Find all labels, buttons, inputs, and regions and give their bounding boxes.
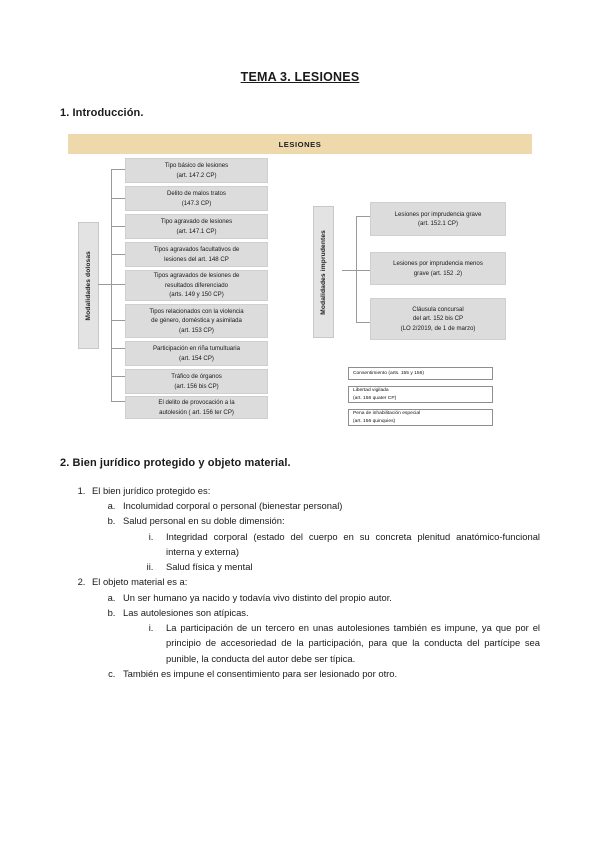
node-line-2: (art. 147.1 CP) [176, 227, 217, 235]
diagram-note-box [348, 386, 493, 403]
node-line-3: (art. 153 CP) [179, 326, 214, 334]
node-line-1: Delito de malos tratos [167, 190, 226, 198]
diagram-node [125, 242, 268, 267]
node-line-2: autolesión ( art. 156 ter CP) [159, 408, 234, 416]
connector-dolosas-branch [111, 254, 125, 255]
connector-dolosas-branch [111, 376, 125, 377]
node-line-3: (LO 2/2019, de 1 de marzo) [400, 324, 476, 332]
group-label-modalidades-imprudentes [313, 206, 334, 338]
outline-list-level-2 [92, 498, 540, 574]
list-item-text: Incolumidad corporal o personal (bienestar personal) [123, 500, 343, 512]
diagram-node [370, 252, 506, 285]
outline-list-level-2 [92, 590, 540, 681]
diagram-note-box [348, 367, 493, 380]
list-item-text: Salud personal en su doble dimensión: [123, 515, 285, 527]
connector-dolosas-branch [111, 226, 125, 227]
list-item [88, 483, 540, 574]
node-line-1: Tipo básico de lesiones [164, 162, 229, 170]
node-line-2: grave (art. 152 .2) [413, 269, 463, 277]
list-item [156, 529, 540, 559]
note-line-2: (art. 156 quinquies) [353, 418, 396, 424]
section-heading-bien-juridico: 2. Bien jurídico protegido y objeto material. [60, 457, 291, 469]
diagram-node [125, 186, 268, 211]
list-item [156, 620, 540, 666]
outline-list-level-1 [60, 483, 540, 681]
list-item-text: Salud física y mental [166, 561, 253, 573]
diagram-node [125, 341, 268, 366]
diagram-note-box [348, 409, 493, 426]
connector-dolosas-branch [111, 284, 125, 285]
connector-dolosas-spine [111, 169, 112, 401]
node-line-1: El delito de provocación a la [158, 399, 235, 407]
group-label-modalidades-dolosas [78, 222, 99, 349]
node-line-1: Tipos agravados facultativos de [153, 246, 240, 254]
node-line-2: (art. 154 CP) [179, 354, 214, 362]
connector-imprudentes-branch [356, 270, 370, 271]
node-line-2: de género, doméstica y asimilada [151, 317, 242, 325]
list-item [118, 666, 540, 681]
node-line-2: (art. 147.2 CP) [176, 171, 217, 179]
connector-dolosas-branch [111, 401, 125, 402]
note-line-1: Libertad vigilada [353, 388, 389, 394]
diagram-node [125, 270, 268, 301]
connector-dolosas-stem [98, 284, 112, 285]
node-line-1: Cláusula concursal [412, 305, 464, 313]
list-item-text: La participación de un tercero en unas autolesiones también es impune, ya que por el principio de accesoriedad de la participación, para que la conducta del partícipe sea punible, la conducta del autor debe ser típica. [166, 622, 540, 664]
list-item-text: Las autolesiones son atípicas. [123, 606, 249, 618]
node-line-2: (art. 152.1 CP) [418, 220, 458, 227]
lesiones-diagram [60, 134, 532, 434]
diagram-banner: LESIONES [68, 134, 532, 154]
connector-imprudentes-stem [342, 270, 357, 271]
list-item [118, 605, 540, 666]
diagram-node [370, 298, 506, 340]
node-line-3: (arts. 149 y 150 CP) [169, 291, 224, 299]
diagram-node [125, 158, 268, 183]
list-item [118, 498, 540, 513]
diagram-node [125, 214, 268, 239]
note-line-2: (art. 156 quater CP) [353, 395, 397, 401]
diagram-node [125, 369, 268, 394]
group-label-imprudentes-text: Modalidades imprudentes [320, 229, 327, 315]
node-line-1: Tipo agravado de lesiones [160, 218, 233, 226]
list-item-text: El objeto material es a: [92, 576, 188, 588]
node-line-2: resultados diferenciado [164, 281, 228, 289]
connector-dolosas-branch [111, 198, 125, 199]
note-line-1: Consentimiento (arts. 155 y 156) [353, 370, 424, 376]
node-line-2: (147.3 CP) [181, 199, 212, 207]
node-line-1: Tipos agravados de lesiones de [153, 272, 240, 280]
note-line-1: Pena de inhabilitación especial [353, 411, 421, 417]
list-item-text: También es impune el consentimiento para ser lesionado por otro. [123, 667, 398, 679]
node-line-1: Tipos relacionados con la violencia [149, 307, 244, 315]
node-line-1: Tráfico de órganos [171, 373, 222, 381]
diagram-node [125, 304, 268, 338]
connector-dolosas-branch [111, 348, 125, 349]
node-line-2: lesiones del art. 148 CP [164, 255, 229, 263]
connector-dolosas-branch [111, 169, 125, 170]
outline-list-level-3 [123, 529, 540, 575]
outline-content [60, 469, 540, 681]
page-title: TEMA 3. LESIONES [240, 70, 360, 84]
outline-list-level-3 [123, 620, 540, 666]
group-label-dolosas-text: Modalidades dolosas [85, 250, 92, 321]
node-line-1: Participación en riña tumultuaria [152, 345, 241, 353]
connector-imprudentes-branch [356, 216, 370, 217]
node-line-1: Lesiones por imprudencia grave [394, 210, 482, 218]
node-line-2: del art. 152 bis CP [412, 315, 464, 323]
diagram-node [370, 202, 506, 236]
list-item [88, 574, 540, 681]
list-item-text: Un ser humano ya nacido y todavía vivo distinto del propio autor. [123, 591, 392, 603]
list-item-text: El bien jurídico protegido es: [92, 485, 211, 496]
list-item [118, 590, 540, 605]
node-line-2: (art. 156 bis CP) [174, 382, 219, 390]
connector-imprudentes-spine [356, 216, 357, 322]
connector-imprudentes-branch [356, 322, 370, 323]
connector-dolosas-branch [111, 320, 125, 321]
node-line-1: Lesiones por imprudencia menos [393, 260, 483, 268]
list-item-text: Integridad corporal (estado del cuerpo en su concreta plenitud anatómico-funcional interna y externa) [166, 530, 540, 557]
section-heading-introduccion: 1. Introducción. [60, 107, 144, 119]
list-item [118, 513, 540, 574]
diagram-node [125, 396, 268, 419]
list-item [156, 559, 540, 574]
